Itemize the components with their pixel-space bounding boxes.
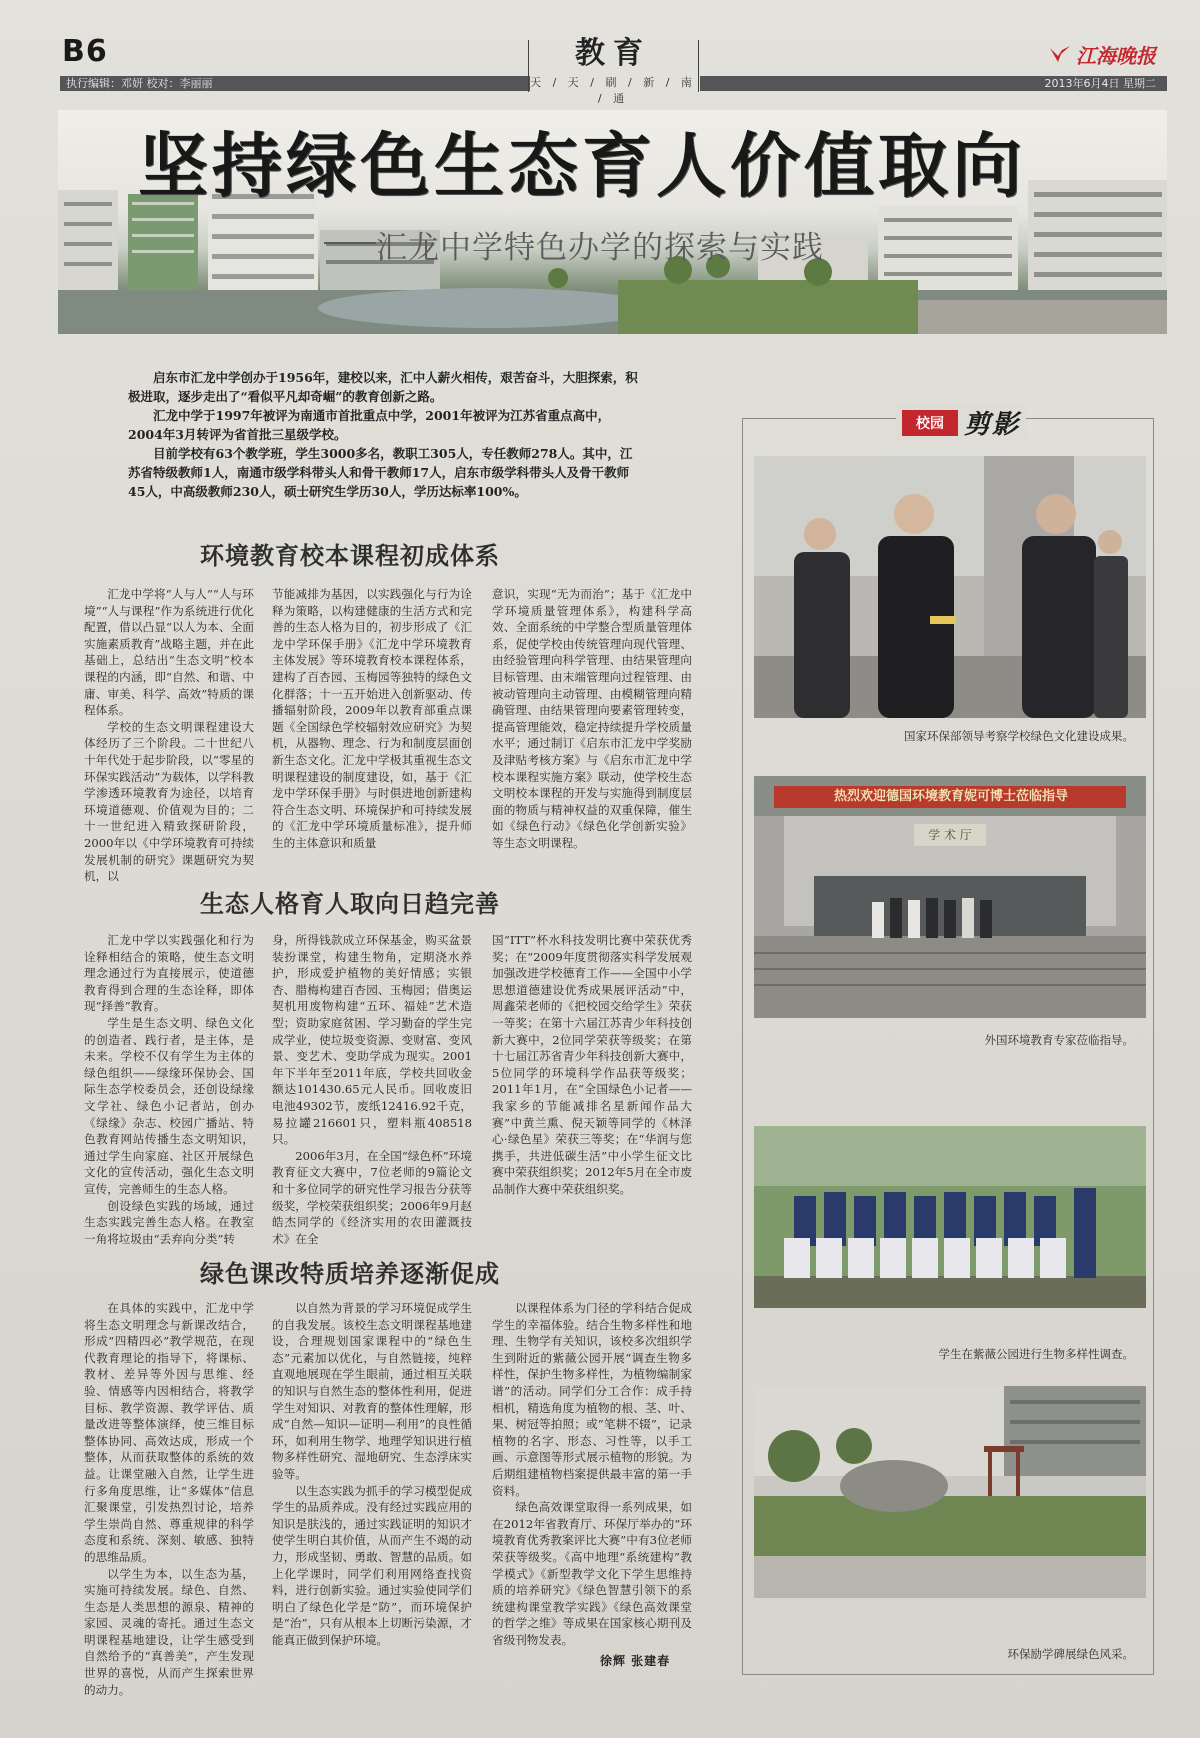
photo-caption: 外国环境教育专家莅临指导。 — [984, 1033, 1134, 1047]
section-heading: 环境教育校本课程初成体系 — [200, 542, 500, 570]
section-heading: 生态人格育人取向日趋完善 — [200, 890, 500, 918]
photo-caption: 学生在紫薇公园进行生物多样性调查。 — [938, 1347, 1134, 1361]
article-paragraph: 绿色高效课堂取得一系列成果，如在2012年省教育厅、环保厅举办的“环境教育优秀教案评比大赛”中有3位老师荣获等级奖。《高中地理“系统建构”教学模式》《新型教学文化下学生思维持质的培养研究》《绿色智慧引领下的系统建构课堂教学实践》《绿色高效课堂的哲学之维》等成果在国家核心期刊及省级刊物发表。 — [492, 1500, 692, 1647]
article-paragraph: 学生是生态文明、绿色文化的创造者、践行者，是主体，是未来。学校不仅有学生为主体的绿色组织——绿缘环保协会、国际生态学校委员会，还创设绿缘文学社、绿色小记者站，创办《绿缘》杂志、校园广播站、特色教育网站传播生态文明知识，通过学生向家庭、社区开展绿色文化的宣传活动，强化生态文明宣传，完善师生的生态人格。 — [84, 1015, 254, 1196]
article-paragraph: 以课程体系为门径的学科结合促成学生的幸福体验。结合生物多样性和地理、生物学有关知识，该校多次组织学生到附近的紫薇公园开展“调查生物多样性，保护生物多样性，为植物编制家谱”的活动。同学们分工合作：成手持相机，精选角度为植物的根、茎、叶、果、树冠等拍照；或“笔耕不辍”，记录植物的名字、形态、习性等，以手工画、示意图等形式展示植物的形貌。为后期组建植物档案提供最丰富的第一手资料。 — [492, 1301, 692, 1498]
subhead-dash — [324, 242, 376, 244]
section-heading: 绿色课改特质培养逐渐促成 — [200, 1260, 500, 1288]
photo-students-park — [754, 1126, 1146, 1308]
article-column — [492, 586, 692, 852]
intro-paragraph: 启东市汇龙中学创办于1956年，建校以来，汇中人薪火相传，艰苦奋斗，大胆探索，积极进取，逐步走出了“看似平凡却奇崛”的教育创新之路。 — [128, 370, 638, 404]
section-divider-right — [698, 40, 699, 92]
article-paragraph: 意识，实现“无为而治”；基于《汇龙中学环境质量管理体系》，构建科学高效、全面系统的中学整合型质量管理体系，促使学校由传统管理向现代管理、由经验管理向科学管理、由结果管理向目标管理、由末端管理向过程管理、由被动管理向主动管理、由模糊管理向精确管理、由结果管理向要素管理转变，提高管理能效，稳定持续提升学校质量水平；通过制订《启东市汇龙中学奖励及津贴考核方案》与《启东市汇龙中学校本课程实施方案》联动，使学校生态文明校本课程的开发与实施得到制度层面的物质与精神权益的双重保障，催生如《绿色行动》《绿色化学创新实验》等生态文明课程。 — [492, 587, 692, 850]
sub-headline: 汇龙中学特色办学的探索与实践 — [376, 230, 824, 266]
article-column — [84, 932, 254, 1247]
article-paragraph: 以学生为本，以生态为基，实施可持续发展。绿色、自然、生态是人类思想的源泉、精神的家园、灵魂的寄托。通过生态文明课程基地建设，让学生感受到自然给予的“真善美”，产生发现世界的喜悦，从而产生探索世界的动力。 — [84, 1566, 254, 1697]
article-column — [272, 1300, 472, 1648]
article-column — [272, 932, 472, 1247]
main-headline: 坚持绿色生态育人价值取向 — [138, 125, 1026, 207]
author-byline: 徐辉 张建春 — [600, 1654, 671, 1668]
article-paragraph: 汇龙中学将“人与人”“人与环境”“人与课程”作为系统进行优化配置，借以凸显“以人为本、全面实施素质教育”战略主题，并在此基础上，总结出“生态文明”校本课程的内涵，即“自然、和谐、中庸、审美、科学、高效”特质的课程体系。 — [84, 587, 254, 718]
article-paragraph: 节能减排为基因，以实践强化与行为诠释为策略，以构建健康的生活方式和完善的生态人格为目的，初步形成了《汇龙中学环保手册》《汇龙中学环境教育主体发展》等环境教育校本课程体系，建构了百杏园、玉梅园等独特的绿色文化群落；十一五开始进入创新驱动、传播辐射阶段，2009年以教育部重点课题《全国绿色学校辐射效应研究》为契机，从器物、理念、行为和制度层面创新生态文化。汇龙中学极其重视生态文明课程建设的制度建设，如，基于《汇龙中学环保手册》与时俱进地创新建构符合生态文明、环境保护和可持续发展的《汇龙中学环境质量标准》，提升师生的主体意识和质量 — [272, 587, 472, 850]
article-paragraph: 汇龙中学以实践强化和行为诠释相结合的策略，使生态文明理念通过行为直接展示，使道德教育得到合理的生态诠释，即体现“择善”教育。 — [84, 933, 254, 1014]
article-column — [84, 1300, 254, 1698]
photo-officials-visit — [754, 456, 1146, 718]
article-paragraph: 身，所得钱款成立环保基金，购买盆景装扮课堂，构建生物角，定期浇水养护，形成爱护植物的美好情感；实银杏、腊梅构建百杏园、玉梅园；借奥运契机用废物构建“五环、福娃”艺术造型；资助家庭贫困、学习勤奋的学生完成学业，使垃圾变资源、变财富、变风景、变艺术、变助学成为现实。2001年下半年至2011年底，学校共回收金额达101430.65元人民币。回收废旧电池49302节，废纸12416.92千克，易拉罐216601只，塑料瓶408518只。 — [272, 933, 472, 1147]
intro-paragraphs — [128, 368, 643, 501]
newspaper-brand — [1048, 40, 1156, 69]
issue-date: 2013年6月4日 星期二 — [1044, 77, 1156, 90]
article-paragraph: 创设绿色实践的场域，通过生态实践完善生态人格。在教室一角将垃圾由“丢弃向分类”转 — [84, 1198, 254, 1246]
article-column — [492, 1300, 692, 1648]
headline-banner — [58, 110, 1167, 334]
article-paragraph: 2006年3月，在全国“绿色杯”环境教育征文大赛中，7位老师的9篇论文和十多位同学的研究性学习报告分获等级奖，学校荣获组织奖；2006年9月赵皓杰同学的《经济实用的农田灌溉技术》在全 — [272, 1148, 472, 1246]
brand-logo-icon — [1048, 44, 1072, 66]
sidebar-tag-label: 校园 — [902, 410, 958, 436]
article-column — [492, 932, 692, 1198]
welcome-banner-text: 热烈欢迎德国环境教育妮可博士莅临指导 — [833, 789, 1068, 804]
article-paragraph: 在具体的实践中，汇龙中学将生态文明理念与新课改结合，形成“四精四必”教学规范，在现代教育理论的指导下，将课标、教材、差异等外因与思维、经验、情感等内因相结合，将教学目标、教学资源、教学评估、质量改进等整体演绎，使三维目标整体协同、高效达成，形成一个整体，从而获取整体的系统的效益。让课堂融入自然，让学生进行多角度思维，让“多媒体”信息汇聚课堂，引发热烈讨论，培养学生崇尚自然、尊重规律的科学态度和系统、深刻、敏感、独特的思维品质。 — [84, 1301, 254, 1564]
section-name: 教育 — [575, 36, 651, 71]
intro-paragraph: 汇龙中学于1997年被评为南通市首批重点中学，2001年被评为江苏省重点高中，2004年3月转评为省首批三星级学校。 — [128, 408, 611, 442]
intro-paragraph: 目前学校有63个教学班，学生3000多名，教职工305人，专任教师278人。其中，江苏省特级教师1人，南通市级学科带头人和骨干教师17人，启东市级学科带头人及骨干教师45人，中高级教师230人，硕士研究生学历30人，学历达标率100%。 — [128, 446, 633, 499]
article-paragraph: 国“ITT”杯水科技发明比赛中荣获优秀奖；在“2009年度贯彻落实科学发展观 加强改进学校德育工作——全国中小学思想道德建设优秀成果展评活动”中，周鑫荣老师的《把校园交给学生》荣获一等奖；在第十六届江苏青少年科技创新大赛中，2位同学荣获等级奖；在第十七届江苏省青少年科技创新大赛中，5位同学的环境科学作品获等级奖；2011年1月，在“全国绿色小记者——我家乡的节能减排名星新闻作品大赛”中黄兰熏、倪天颖等同学的《林泽心·绿色星》荣获三等奖；在“华润与您携手，共进低碳生活”中小学生征文比赛中荣获组织奖；2012年5月在全市废品制作大赛中荣获组织奖。 — [492, 933, 692, 1196]
article-paragraph: 以生态实践为抓手的学习模型促成学生的品质养成。没有经过实践应用的知识是肤浅的，通过实践证明的知识才使学生明白其价值，从而产生不竭的动力，形成坚韧、勇敢、智慧的品质。如上化学课时，同学们利用网络查找资料，进行创新实验。通过实验使同学们明白了绿色化学是“防”，而环境保护是“治”，只有从根本上切断污染源，才能真正做到保护环境。 — [272, 1483, 472, 1647]
brand-name: 江海晚报 — [1076, 44, 1156, 68]
photo-expert-visit — [754, 776, 1146, 1018]
sidebar-tag — [896, 404, 1026, 441]
article-paragraph: 学校的生态文明课程建设大体经历了三个阶段。二十世纪八十年代处于起步阶段，以“零星的环保实践活动”为载体，以学科教学渗透环境教育为途径，以培育环境道德观、价值观为目的；二十一世纪进入精致探研阶段，2000年以《中学环境教育可持续发展机制的研究》课题研究为契机，以 — [84, 719, 254, 884]
article-column — [272, 586, 472, 852]
article-column — [84, 586, 254, 885]
article-paragraph: 以自然为背景的学习环境促成学生的自我发展。该校生态文明课程基地建设，合理规划国家课程中的“绿色生态”元素加以优化，与自然链接，纯粹直观地展现在学生眼前，通过相互关联的知识与自然生态的整体性利用，促进学生对知识、对教育的整体性理解，形成“自然—知识—证明—利用”的良性循环，如利用生物学、地理学知识进行植物多样性研究、湿地研究、生态浮床实验等。 — [272, 1301, 472, 1481]
sidebar-tag-script: 剪影 — [964, 410, 1021, 440]
photo-monument-stone — [754, 1386, 1146, 1598]
editor-line: 执行编辑：邓妍 校对：李丽丽 — [66, 77, 213, 90]
page-number: B6 — [62, 34, 108, 69]
photo-caption: 环保励学碑展绿色风采。 — [1007, 1647, 1134, 1661]
section-label — [528, 36, 698, 105]
photo-caption: 国家环保部领导考察学校绿色文化建设成果。 — [904, 729, 1134, 743]
building-sign: 学 术 厅 — [928, 828, 972, 842]
section-slogan: 天 / 天 / 刷 / 新 / 南 / 通 — [530, 76, 696, 105]
